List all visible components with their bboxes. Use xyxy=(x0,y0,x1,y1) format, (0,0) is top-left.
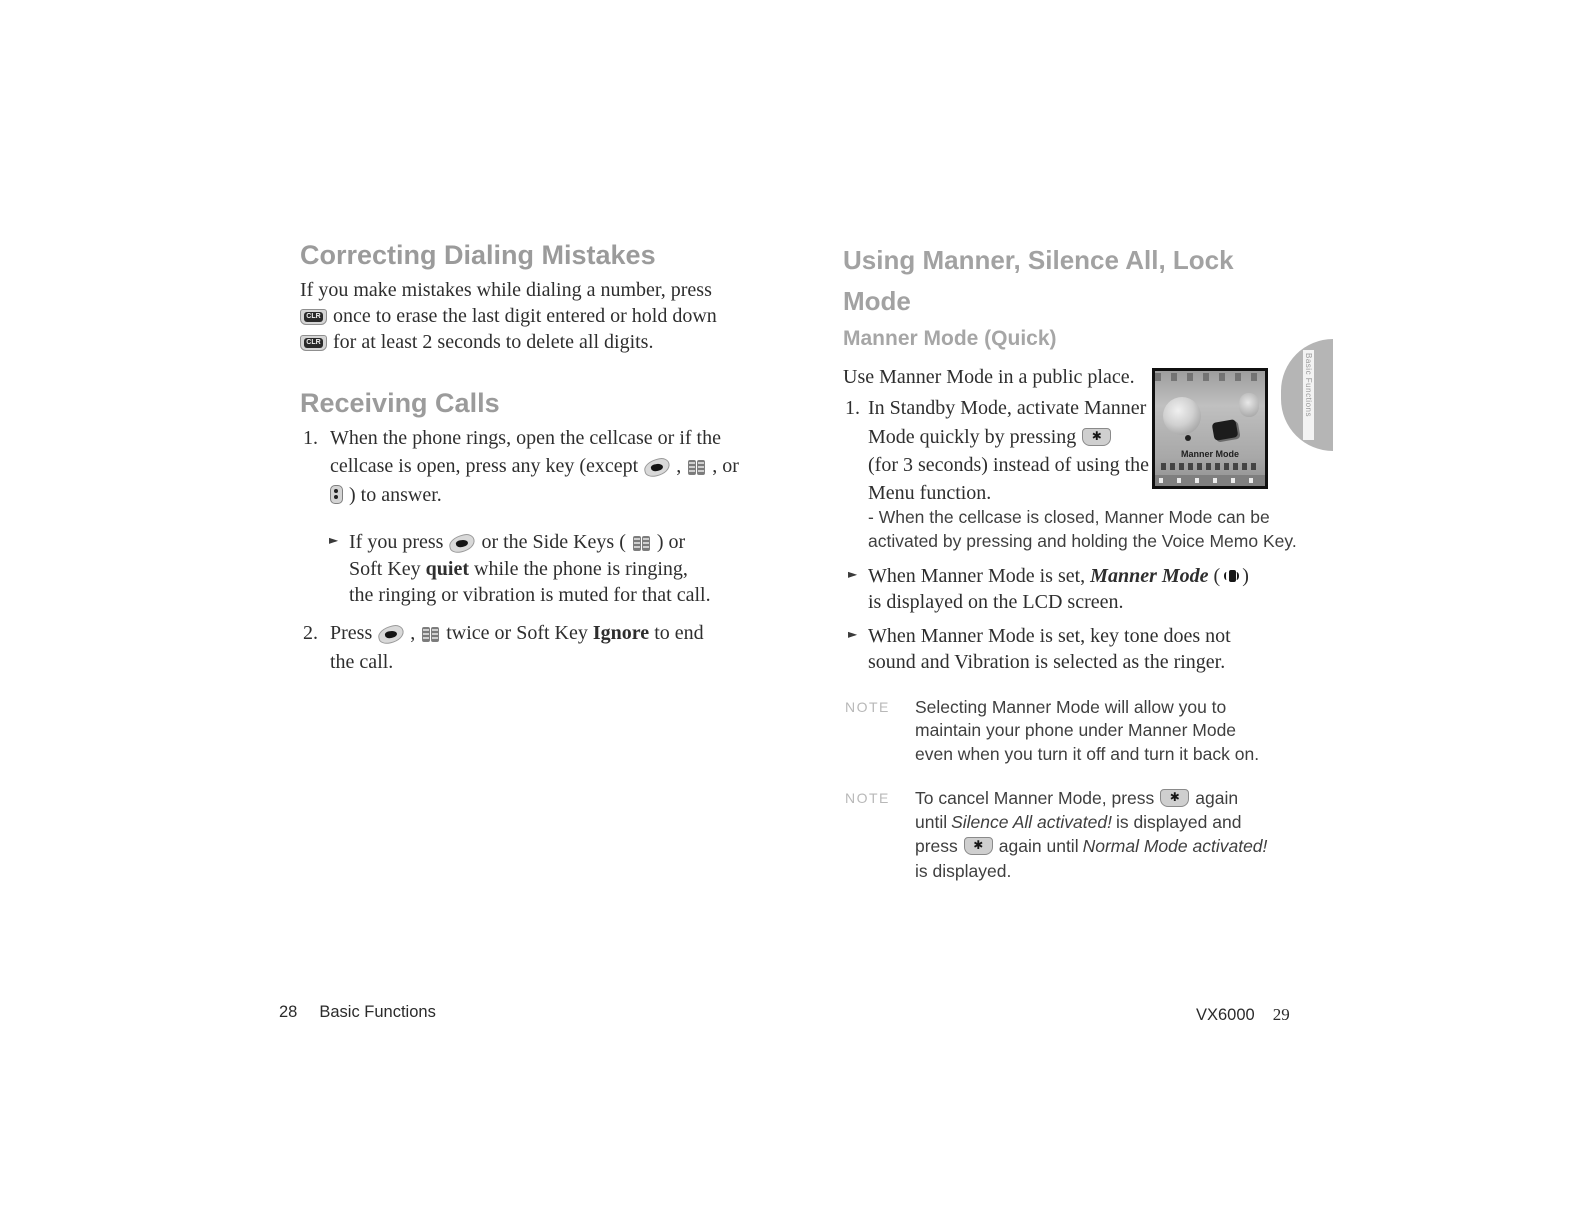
paragraph-line: If you make mistakes while dialing a number, press xyxy=(300,279,712,301)
list-item-text-bold: Ignore xyxy=(592,622,650,644)
note-line: even when you turn it off and turn it back on. xyxy=(915,744,1260,764)
bullet-arrow-icon: ► xyxy=(329,533,339,547)
end-key-icon xyxy=(449,535,475,551)
side-keys-icon xyxy=(421,626,440,642)
list-number: 2. xyxy=(303,622,318,644)
note-line: maintain your phone under Manner Mode xyxy=(915,720,1237,740)
bullet-text: When Manner Mode is set, xyxy=(868,565,1086,587)
subsection-heading-manner-mode-quick: Manner Mode (Quick) xyxy=(843,327,1057,350)
note-label: NOTE xyxy=(845,699,890,715)
list-item-text: , xyxy=(410,622,416,644)
sub-note-line: activated by pressing and holding the Voice Memo Key. xyxy=(868,531,1297,551)
note-line xyxy=(915,812,1241,833)
paragraph-text: for at least 2 seconds to delete all digits. xyxy=(333,331,654,353)
lcd-screen xyxy=(1155,371,1265,486)
list-item-text: twice or Soft Key xyxy=(446,622,588,644)
note-text-italic: Silence All activated! xyxy=(951,812,1112,832)
right-page-footer xyxy=(1196,1005,1290,1025)
thumb-tab-label: Basic Functions xyxy=(1304,353,1313,417)
thumb-tab-strip xyxy=(1303,350,1314,440)
note-line xyxy=(915,836,1271,857)
list-item-line xyxy=(868,426,1117,449)
list-item-line xyxy=(330,622,704,645)
paragraph-line: Use Manner Mode in a public place. xyxy=(843,366,1135,388)
list-number: 1. xyxy=(303,427,318,449)
note-text: until xyxy=(915,812,948,832)
list-item-line xyxy=(330,484,442,507)
note-line xyxy=(915,788,1238,809)
bullet-text: ) xyxy=(1242,565,1249,587)
page-number: 29 xyxy=(1272,1005,1290,1024)
star-key-icon: ✱ xyxy=(1082,428,1111,446)
bullet-arrow-icon: ► xyxy=(848,627,858,641)
voice-memo-key-icon xyxy=(330,485,343,504)
page-number: 28 xyxy=(279,1003,298,1021)
bullet-text: ( xyxy=(1213,565,1221,587)
bullet-text: Soft Key xyxy=(349,558,421,580)
list-item-line xyxy=(330,455,739,478)
lcd-screenshot xyxy=(1152,368,1268,489)
list-item-text: Press xyxy=(330,622,373,644)
bullet-line: sound and Vibration is selected as the ringer. xyxy=(868,651,1226,673)
note-line: Selecting Manner Mode will allow you to xyxy=(915,697,1227,717)
note-label: NOTE xyxy=(845,790,890,806)
list-item-line: (for 3 seconds) instead of using the xyxy=(868,454,1150,476)
bullet-text-bold: quiet xyxy=(425,558,470,580)
bullet-text: while the phone is ringing, xyxy=(474,558,688,580)
section-heading-using-manner xyxy=(843,240,1234,322)
list-item-text: ) to answer. xyxy=(349,484,442,506)
bullet-line xyxy=(349,558,688,581)
note-text: is displayed and xyxy=(1115,812,1242,832)
lcd-small-icon xyxy=(1239,393,1259,417)
star-key-icon: ✱ xyxy=(964,837,993,855)
note-text: again until xyxy=(998,836,1079,856)
list-item-text: , xyxy=(676,455,682,477)
bullet-line: the ringing or vibration is muted for that call. xyxy=(349,584,711,606)
end-key-icon xyxy=(378,626,404,642)
list-item-line: Menu function. xyxy=(868,482,992,504)
note-text: again xyxy=(1195,788,1239,808)
list-item-line: When the phone rings, open the cellcase or if the xyxy=(330,427,721,449)
list-item-text: , or xyxy=(712,455,739,477)
list-item-text: cellcase is open, press any key (except xyxy=(330,455,639,477)
bullet-text: If you press xyxy=(349,531,444,553)
bullet-line xyxy=(349,531,685,554)
note-text: To cancel Manner Mode, press xyxy=(915,788,1155,808)
lcd-bell-icon xyxy=(1163,397,1201,435)
vibration-mode-icon xyxy=(1223,569,1239,584)
star-key-icon: ✱ xyxy=(1160,789,1189,807)
lcd-dot xyxy=(1185,435,1191,441)
section-heading-receiving-calls: Receiving Calls xyxy=(300,388,500,418)
list-item-line: In Standby Mode, activate Manner xyxy=(868,397,1147,419)
end-key-icon xyxy=(644,459,670,475)
lcd-status-bar xyxy=(1155,373,1265,381)
section-heading-correcting-dialing-mistakes: Correcting Dialing Mistakes xyxy=(300,240,656,270)
side-keys-icon xyxy=(632,535,651,551)
lcd-vibrating-phone-icon xyxy=(1212,419,1239,441)
paragraph-text: once to erase the last digit entered or hold down xyxy=(333,305,717,327)
list-item-text: Mode quickly by pressing xyxy=(868,426,1077,448)
lcd-manner-mode-label: Manner Mode xyxy=(1180,449,1239,459)
note-text: press xyxy=(915,836,958,856)
sub-note-line: - When the cellcase is closed, Manner Mode can be xyxy=(868,507,1270,527)
paragraph-line xyxy=(300,305,717,328)
bullet-line: is displayed on the LCD screen. xyxy=(868,591,1124,613)
bullet-line xyxy=(868,565,1249,588)
note-line: is displayed. xyxy=(915,861,1012,881)
clr-key-icon: CLR xyxy=(300,309,327,325)
bullet-text: or the Side Keys ( xyxy=(481,531,626,553)
paragraph-line xyxy=(300,331,653,354)
bullet-line: When Manner Mode is set, key tone does not xyxy=(868,625,1231,647)
list-item-line: the call. xyxy=(330,651,394,673)
bullet-text-bold-italic: Manner Mode xyxy=(1090,565,1209,587)
heading-line: Mode xyxy=(843,286,911,316)
lcd-datetime-line xyxy=(1161,463,1259,470)
list-number: 1. xyxy=(845,397,860,419)
heading-line: Using Manner, Silence All, Lock xyxy=(843,245,1234,275)
list-item-text: to end xyxy=(654,622,704,644)
left-page-footer xyxy=(279,1003,436,1022)
bullet-text: ) or xyxy=(656,531,686,553)
chapter-thumb-tab xyxy=(1281,339,1333,451)
chapter-label: Basic Functions xyxy=(319,1003,436,1021)
lcd-softkey-bar xyxy=(1155,475,1265,486)
side-keys-icon xyxy=(687,459,706,475)
bullet-arrow-icon: ► xyxy=(848,567,858,581)
clr-key-icon: CLR xyxy=(300,335,327,351)
model-label: VX6000 xyxy=(1196,1006,1255,1024)
note-text-italic: Normal Mode activated! xyxy=(1082,836,1268,856)
